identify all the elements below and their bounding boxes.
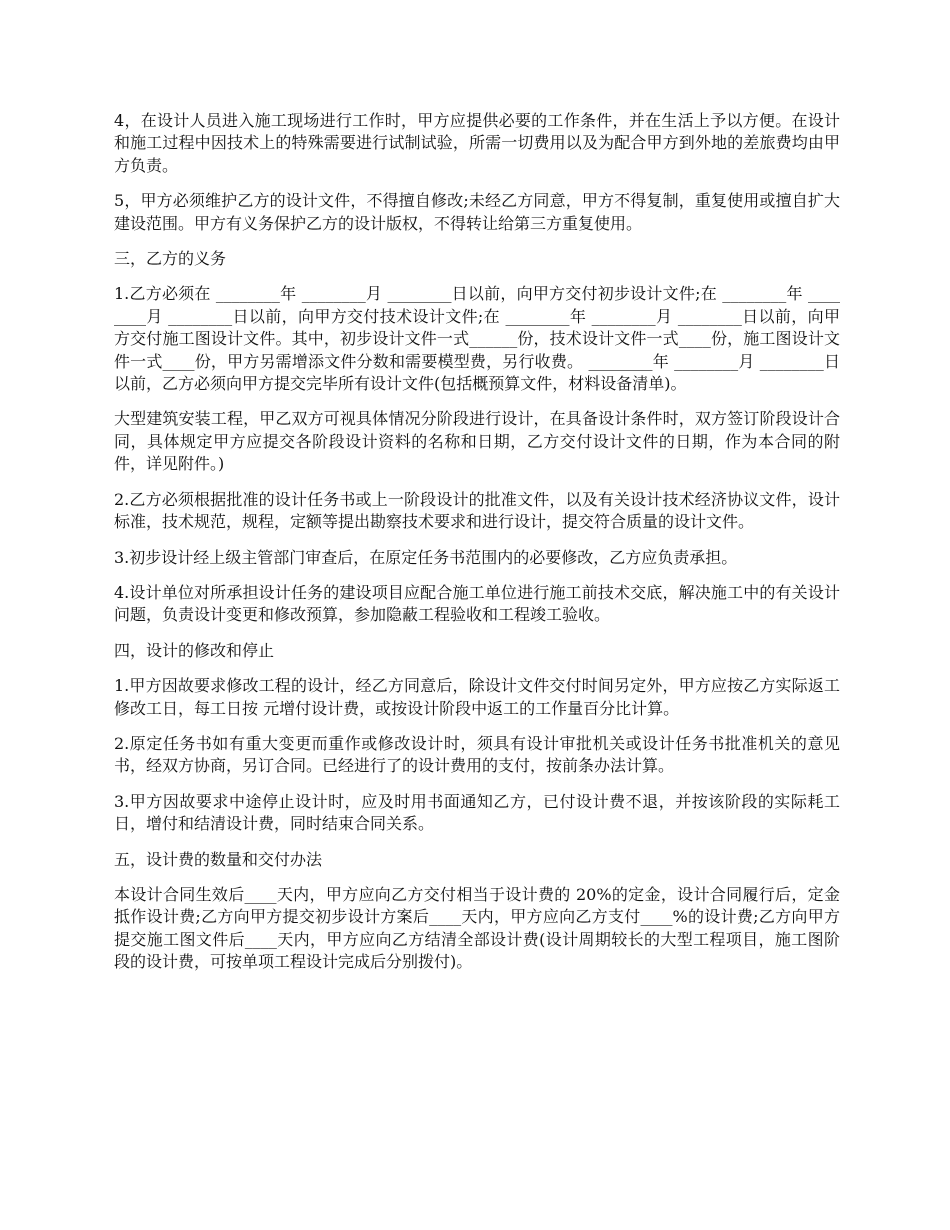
- clause-c2-major-changes: 2.原定任务书如有重大变更而重作或修改设计时，须具有设计审批机关或设计任务书批准机关的意见书，经双方协商，另订合同。已经进行了的设计费用的支付，按前条办法计算。: [114, 733, 840, 776]
- document-page: [114, 110, 840, 987]
- section-heading-design-fee-payment: 五，设计费的数量和交付办法: [114, 849, 323, 869]
- clause-b1-phased-design-note: 大型建筑安装工程，甲乙双方可视具体情况分阶段进行设计，在具备设计条件时，双方签订阶段设计合同，具体规定甲方应提交各阶段设计资料的名称和日期，乙方交付设计文件的日期，作为本合同的附件，详见附件。): [114, 409, 840, 474]
- clause-b2-design-standards: 2.乙方必须根据批准的设计任务书或上一阶段设计的批准文件，以及有关设计技术经济协议文件，设计标准，技术规范，规程，定额等提出勘察技术要求和进行设计，提交符合质量的设计文件。: [114, 489, 840, 532]
- section-heading-modification-termination: 四，设计的修改和停止: [114, 640, 275, 660]
- clause-a5-design-copyright: 5，甲方必须维护乙方的设计文件，不得擅自修改;未经乙方同意，甲方不得复制，重复使用或擅自扩大建设范围。甲方有义务保护乙方的设计版权，不得转让给第三方重复使用。: [114, 191, 840, 233]
- section-heading-party-b-obligations: 三，乙方的义务: [114, 249, 227, 269]
- clause-b4-construction-support: 4.设计单位对所承担设计任务的建设项目应配合施工单位进行施工前技术交底，解决施工中的有关设计问题，负责设计变更和修改预算，参加隐蔽工程验收和工程竣工验收。: [114, 582, 840, 625]
- clause-b3-preliminary-review: 3.初步设计经上级主管部门审查后，在原定任务书范围内的必要修改，乙方应负责承担。: [114, 547, 738, 567]
- clause-c3-termination: 3.甲方因故要求中途停止设计时，应及时用书面通知乙方，已付设计费不退，并按该阶段的实际耗工日，增付和结清设计费，同时结束合同关系。: [114, 791, 840, 834]
- clause-a4-working-conditions: 4，在设计人员进入施工现场进行工作时，甲方应提供必要的工作条件，并在生活上予以方便。在设计和施工过程中因技术上的特殊需要进行试制试验，所需一切费用以及为配合甲方到外地的差旅费均由甲方负责。: [114, 111, 840, 175]
- clause-d-payment-terms: 本设计合同生效后____天内，甲方应向乙方交付相当于设计费的 20%的定金，设计合同履行后，定金抵作设计费;乙方向甲方提交初步设计方案后____天内，甲方应向乙方支付____%的设计费;乙方向甲方提交施工图文件后____天内，甲方应向乙方结清全部设计费(设计周期较长的大型工程项目，施工图阶段的设计费，可按单项工程设计完成后分别拨付)。: [114, 884, 840, 972]
- clause-c1-modification-fee: 1.甲方因故要求修改工程的设计，经乙方同意后，除设计文件交付时间另定外，甲方应按乙方实际返工修改工日，每工日按 元增付设计费，或按设计阶段中返工的工作量百分比计算。: [114, 676, 840, 718]
- clause-b1-delivery-schedule: 1.乙方必须在 ________年 ________月 ________日以前，向甲方交付初步设计文件;在 ________年 ________月 ________日以前，向甲方交付技术设计文件;在 ________年 ________月 ________日以前，向甲方交付施工图设计文件。其中，初步设计文件一式______份，技术设计文件一式____份，施工图设计文件一式____份，甲方另需增添文件分数和需要模型费，另行收费。 ________年 ________月 ________日以前，乙方必须向甲方提交完毕所有设计文件(包括概预算文件，材料设备清单)。: [114, 284, 840, 394]
